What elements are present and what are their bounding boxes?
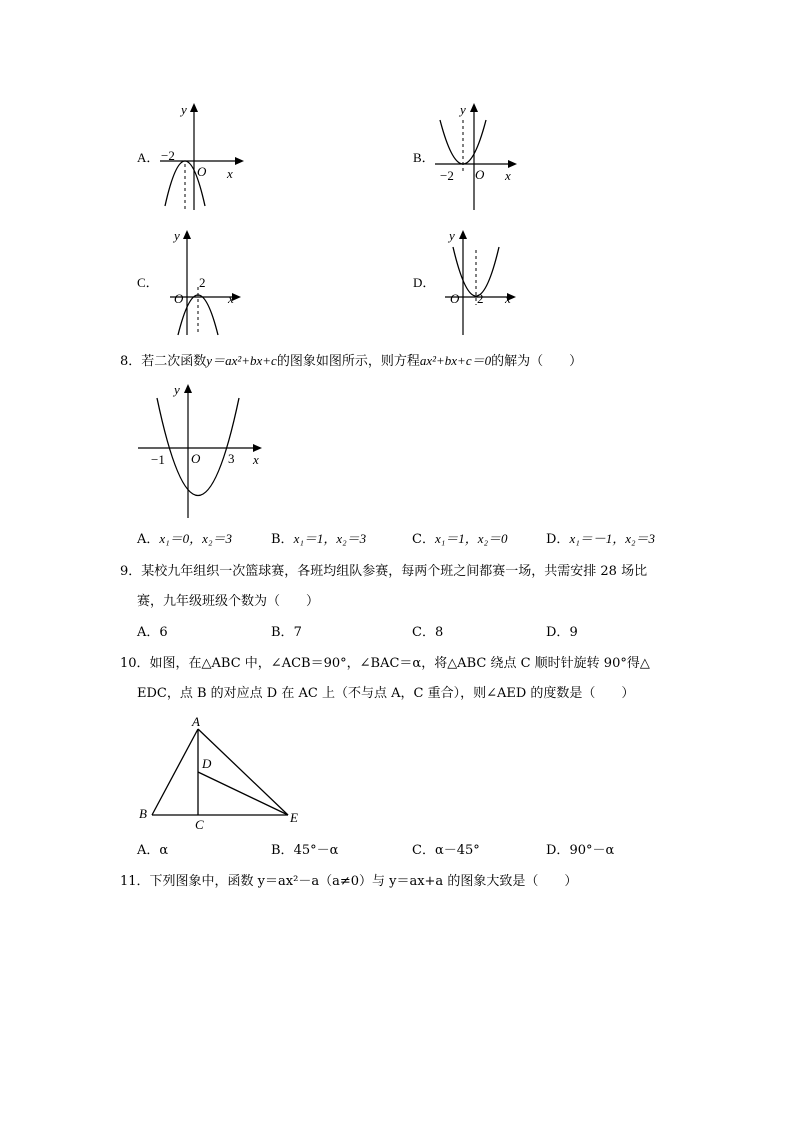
x-axis-arrow (508, 160, 517, 168)
q9-choice-c[interactable]: C．8 (412, 625, 444, 640)
q8-choice-d[interactable]: D．x₁＝－1，x₂＝3 (546, 531, 656, 547)
x-label: x (505, 291, 511, 306)
segment-de (198, 772, 288, 815)
parabola (157, 398, 239, 496)
tick-label: −2 (161, 148, 175, 163)
origin-label: O (450, 291, 460, 306)
point-e-label: E (290, 810, 298, 825)
tick-label: 2 (477, 291, 484, 306)
q11-stem: 11．下列图象中，函数 y＝ax²－a（a≠0）与 y＝ax+a 的图象大致是（ ） (120, 874, 578, 889)
y-label: y (174, 228, 180, 243)
q8-number: 8． (120, 354, 142, 369)
q9-number: 9． (120, 564, 142, 579)
q10-number: 10． (120, 656, 150, 671)
q8-choice-b[interactable]: B．x₁＝1，x₂＝3 (271, 531, 367, 547)
q8-stem-b: 的图象如图所示，则方程 (276, 354, 420, 369)
y-label: y (181, 102, 187, 117)
x-axis-arrow (253, 444, 262, 452)
segment-ae (198, 729, 288, 815)
y-axis-arrow (459, 230, 467, 239)
q8-choice-c[interactable]: C．x₁＝1，x₂＝0 (412, 531, 508, 547)
option-a-letter: A． (137, 150, 160, 165)
origin-label: O (197, 164, 207, 179)
left-root-label: −1 (151, 452, 165, 467)
point-d-label: D (202, 756, 212, 771)
q10-line2: EDC，点 B 的对应点 D 在 AC 上（不与点 A，C 重合），则∠AED 的度数是（ ） (137, 686, 635, 701)
q11-number: 11． (120, 874, 150, 889)
x-label: x (227, 166, 233, 181)
q10-choice-c[interactable]: C．α－45° (412, 843, 480, 858)
q10-choice-d[interactable]: D．90°－α (546, 843, 615, 858)
origin-label: O (475, 167, 485, 182)
x-label: x (505, 168, 511, 183)
right-root-label: 3 (228, 451, 235, 466)
q10-line1: 10．如图，在△ABC 中，∠ACB＝90°，∠BAC＝α，将△ABC 绕点 C 顺时针旋转 90°得△ (120, 656, 650, 671)
q10-choice-a[interactable]: A．α (137, 843, 169, 858)
segment-ab (152, 729, 198, 815)
x-axis-arrow (235, 157, 244, 165)
q8-choice-a[interactable]: A．x₁＝0，x₂＝3 (137, 531, 232, 547)
y-label: y (460, 102, 466, 117)
origin-label: O (191, 451, 201, 466)
y-axis-arrow (470, 103, 478, 112)
q8-stem (120, 353, 582, 370)
y-axis-arrow (183, 230, 191, 239)
option-c-letter: C． (137, 275, 159, 290)
q9-line1: 9．某校九年组织一次篮球赛，各班均组队参赛，每两个班之间都赛一场，共需安排 28 场比 (120, 564, 648, 579)
option-d-graph (435, 225, 530, 340)
q8-stem-a: 若二次函数 (141, 354, 207, 369)
y-axis-arrow (184, 384, 192, 393)
q9-choice-a[interactable]: A．6 (137, 625, 168, 640)
option-d-letter: D． (413, 275, 436, 290)
q8-stem-eq: ax²+bx+c＝0 (419, 353, 492, 368)
q10-triangle-figure (132, 712, 312, 834)
y-label: y (449, 228, 455, 243)
q9-line2: 赛，九年级班级个数为（ ） (137, 594, 320, 609)
q8-stem-func: y＝ax²+bx+c (206, 353, 277, 368)
option-b-letter: B． (413, 150, 435, 165)
y-label: y (174, 382, 180, 397)
point-b-label: B (139, 806, 147, 821)
x-label: x (228, 291, 234, 306)
option-b-graph (430, 98, 525, 213)
q10-choice-b[interactable]: B．45°－α (271, 843, 339, 858)
q8-stem-c: 的解为（ ） (491, 354, 583, 369)
q9-choice-d[interactable]: D．9 (546, 625, 578, 640)
point-c-label: C (195, 817, 204, 832)
tick-label: 2 (199, 275, 206, 290)
option-c-graph (160, 225, 255, 340)
origin-label: O (174, 291, 184, 306)
option-a-graph (155, 98, 250, 213)
q9-choice-b[interactable]: B．7 (271, 625, 302, 640)
tick-label: −2 (440, 168, 454, 183)
q8-graph (135, 378, 270, 523)
point-a-label: A (192, 714, 200, 729)
y-axis-arrow (190, 103, 198, 112)
x-label: x (253, 452, 259, 467)
